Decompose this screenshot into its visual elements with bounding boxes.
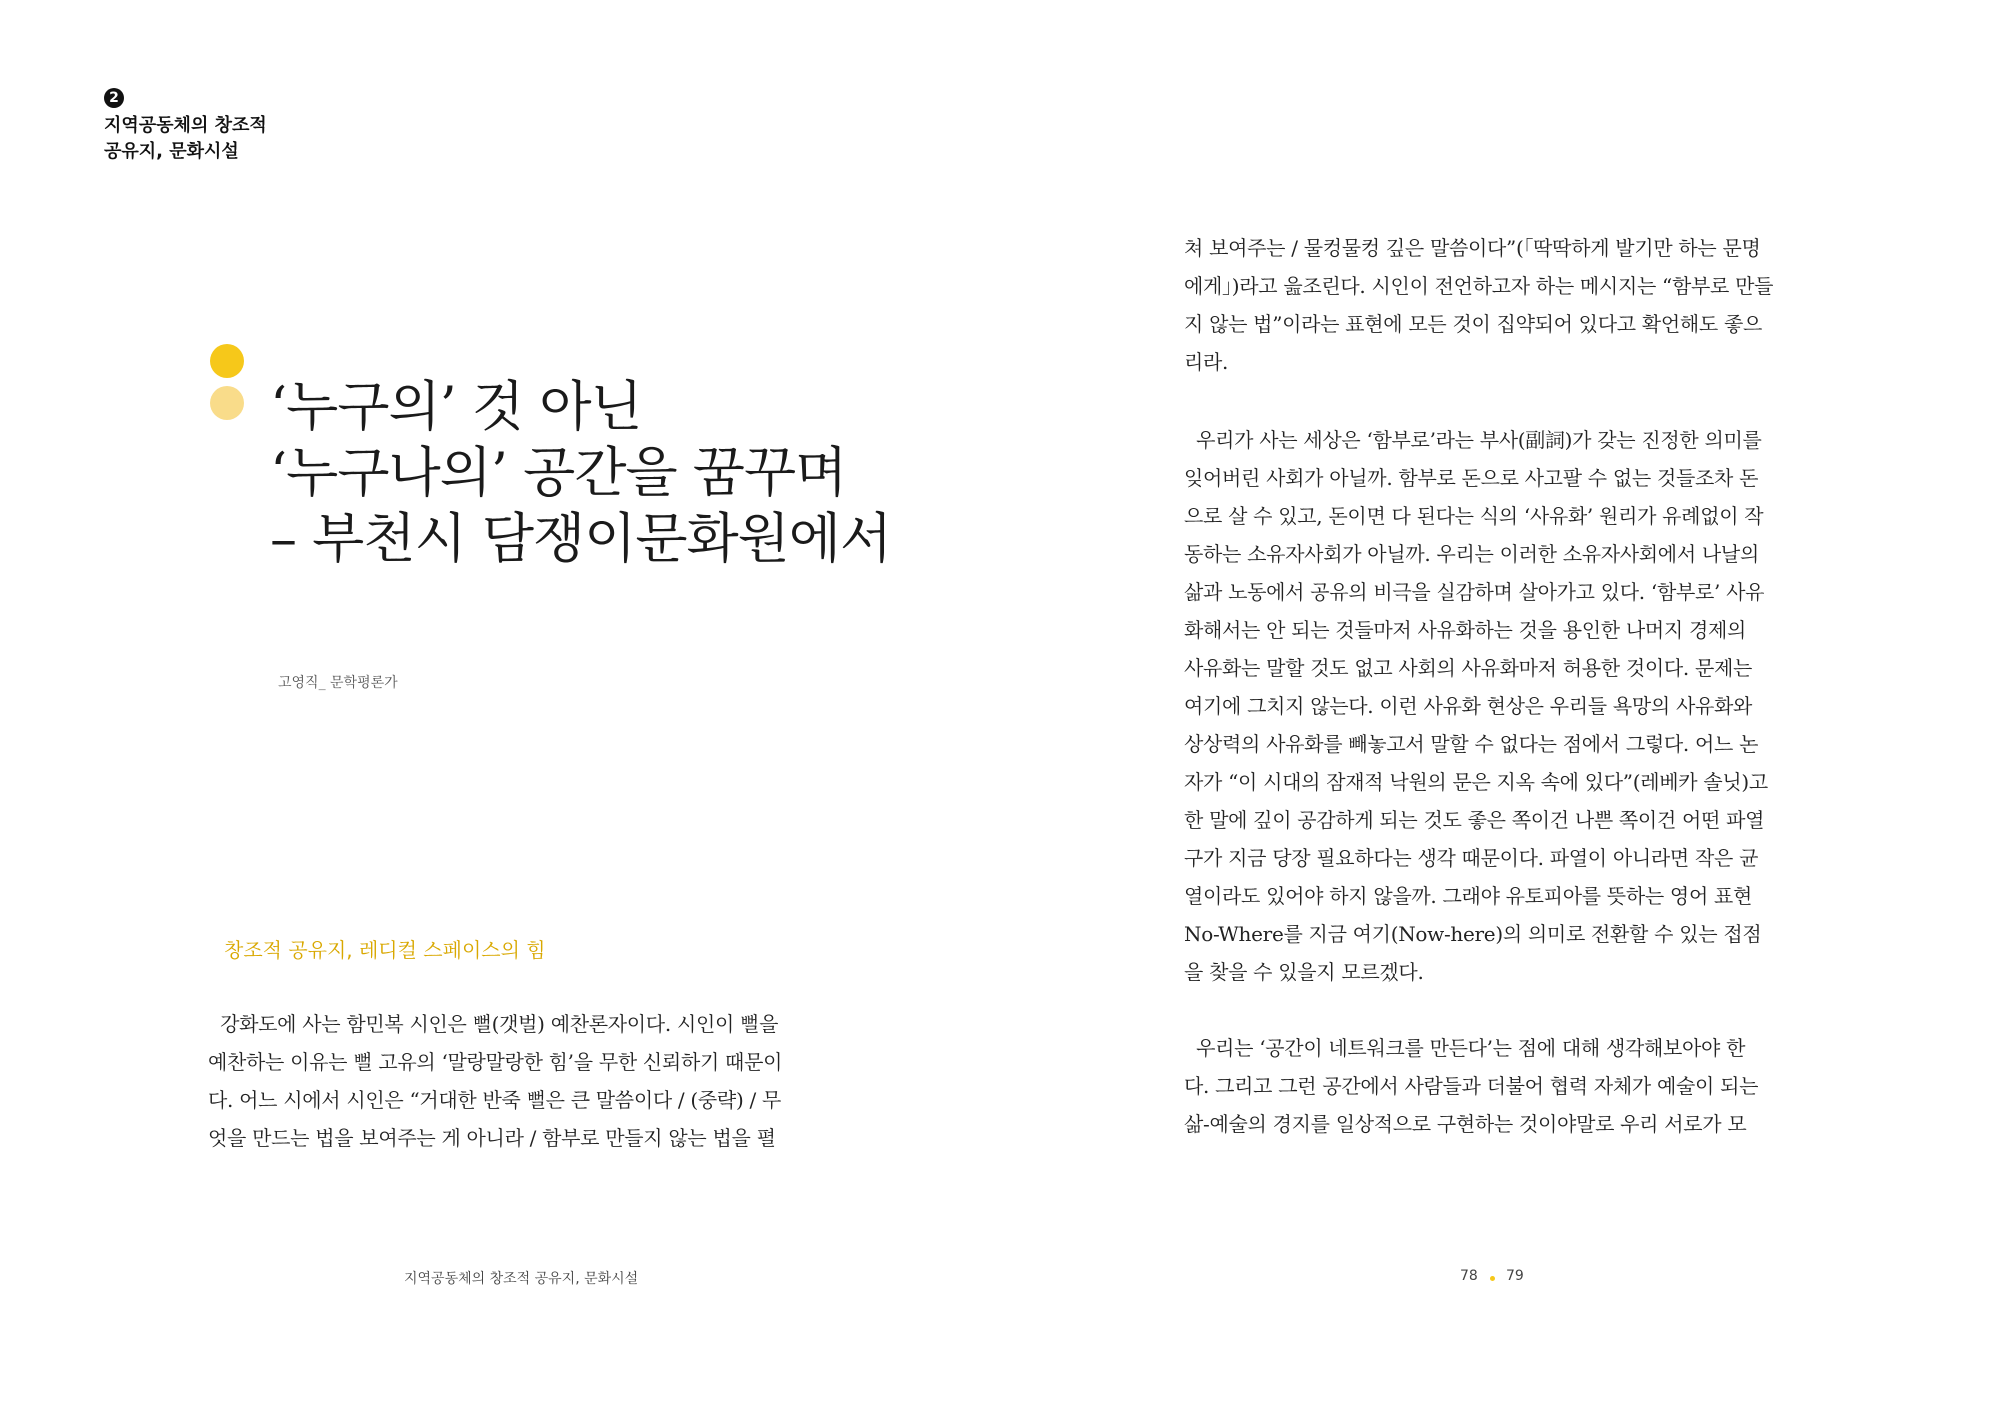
body-line: 여기에 그치지 않는다. 이런 사유화 현상은 우리들 욕망의 사유화와: [1184, 694, 1753, 718]
section-subheading: 창조적 공유지, 레디컬 스페이스의 힘: [224, 938, 546, 962]
body-line: 상상력의 사유화를 빼놓고서 말할 수 없다는 점에서 그렇다. 어느 논: [1184, 732, 1759, 756]
body-line: 리라.: [1184, 350, 1229, 374]
body-line: 지 않는 법”이라는 표현에 모든 것이 집약되어 있다고 확언해도 좋으: [1184, 312, 1762, 336]
title-dot-pale: [210, 386, 244, 420]
body-line: 자가 “이 시대의 잠재적 낙원의 문은 지옥 속에 있다”(레베카 솔닛)고: [1184, 770, 1768, 794]
page-number-right: 79: [1506, 1268, 1524, 1284]
body-line: 삶과 노동에서 공유의 비극을 실감하며 살아가고 있다. ‘함부로’ 사유: [1184, 580, 1765, 604]
body-line: 구가 지금 당장 필요하다는 생각 때문이다. 파열이 아니라면 작은 균: [1184, 846, 1759, 870]
body-line: 우리가 사는 세상은 ‘함부로’라는 부사(副詞)가 갖는 진정한 의미를: [1184, 428, 1762, 452]
article-title-line2: ‘누구나의’ 공간을 꿈꾸며: [270, 441, 847, 504]
body-line: 동하는 소유자사회가 아닐까. 우리는 이러한 소유자사회에서 나날의: [1184, 542, 1759, 566]
title-dot-yellow: [210, 344, 244, 378]
body-line: 쳐 보여주는 / 물컹물컹 깊은 말씀이다”(「딱딱하게 발기만 하는 문명: [1184, 236, 1761, 260]
body-line: 우리는 ‘공간이 네트워크를 만든다’는 점에 대해 생각해보아야 한: [1184, 1036, 1746, 1060]
body-line: 사유화는 말할 것도 없고 사회의 사유화마저 허용한 것이다. 문제는: [1184, 656, 1753, 680]
page-number-left: 78: [1460, 1268, 1478, 1284]
article-title-line3: – 부천시 담쟁이문화원에서: [270, 507, 892, 570]
body-line: 화해서는 안 되는 것들마저 사유화하는 것을 용인한 나머지 경제의: [1184, 618, 1746, 642]
body-line: 열이라도 있어야 하지 않을까. 그래야 유토피아를 뜻하는 영어 표현: [1184, 884, 1753, 908]
body-line: 다. 어느 시에서 시인은 “거대한 반죽 뻘은 큰 말씀이다 / (중략) / 무: [208, 1088, 782, 1112]
body-line: 으로 살 수 있고, 돈이면 다 된다는 식의 ‘사유화’ 원리가 유례없이 작: [1184, 504, 1764, 528]
section-number-badge: 2: [104, 88, 124, 108]
section-title-line1: 지역공동체의 창조적: [104, 115, 267, 136]
body-line: 에게」)라고 읊조린다. 시인이 전언하고자 하는 메시지는 “함부로 만들: [1184, 274, 1774, 298]
body-line: 한 말에 깊이 공감하게 되는 것도 좋은 쪽이건 나쁜 쪽이건 어떤 파열: [1184, 808, 1765, 832]
body-line: 다. 그리고 그런 공간에서 사람들과 더불어 협력 자체가 예술이 되는: [1184, 1074, 1759, 1098]
body-line: 잊어버린 사회가 아닐까. 함부로 돈으로 사고팔 수 없는 것들조차 돈: [1184, 466, 1759, 490]
section-title-line2: 공유지, 문화시설: [104, 141, 239, 162]
body-line: 삶-예술의 경지를 일상적으로 구현하는 것이야말로 우리 서로가 모: [1184, 1112, 1747, 1136]
author-byline: 고영직_ 문학평론가: [278, 675, 398, 691]
body-line: No-Where를 지금 여기(Now-here)의 의미로 전환할 수 있는 접점: [1184, 922, 1762, 946]
article-title-line1: ‘누구의’ 것 아닌: [270, 375, 642, 438]
body-line: 강화도에 사는 함민복 시인은 뻘(갯벌) 예찬론자이다. 시인이 뻘을: [208, 1012, 779, 1036]
body-line: 엇을 만드는 법을 보여주는 게 아니라 / 함부로 만들지 않는 법을 펼: [208, 1126, 776, 1150]
body-line: 을 찾을 수 있을지 모르겠다.: [1184, 960, 1424, 984]
footer-running-title: 지역공동체의 창조적 공유지, 문화시설: [404, 1271, 639, 1287]
body-line: 예찬하는 이유는 뻘 고유의 ‘말랑말랑한 힘’을 무한 신뢰하기 때문이: [208, 1050, 783, 1074]
page-separator-dot: [1490, 1276, 1495, 1281]
